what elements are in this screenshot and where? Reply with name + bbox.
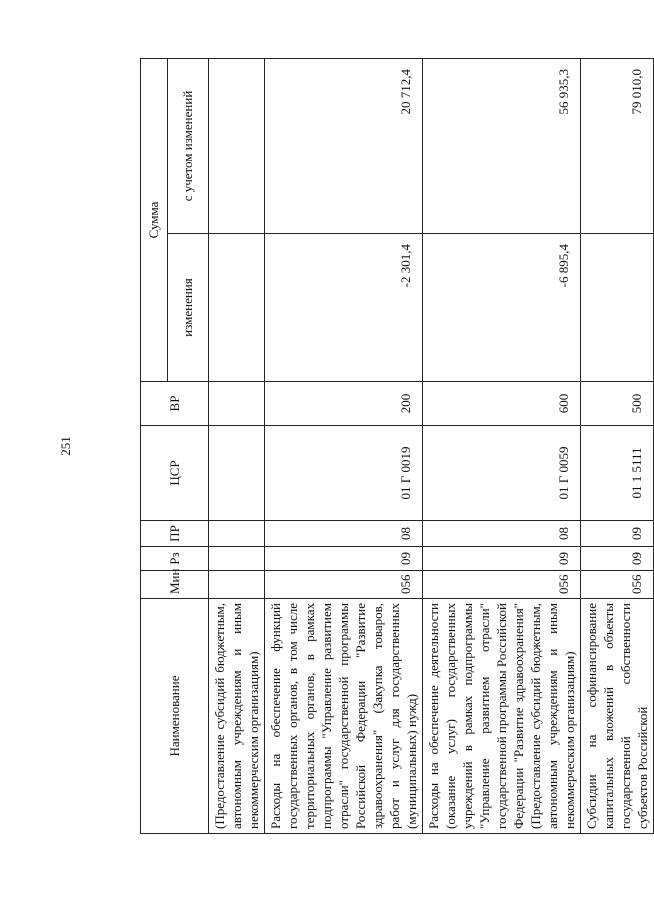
header-change: изменения: [168, 234, 209, 382]
row-min: 056: [581, 571, 654, 599]
row-csr: 01 1 5111: [581, 426, 654, 521]
row-pr: 09: [581, 521, 654, 547]
row-csr: 01 Г 0059: [423, 426, 581, 521]
header-sum: Сумма: [141, 59, 168, 382]
row-vr: [209, 382, 265, 426]
row-name: Субсидии на софинансирование капитальных вложений в объекты государственной собственности субъектов Российской: [581, 599, 654, 834]
header-min: Мин: [141, 571, 209, 599]
row-change: -2 301,4: [265, 234, 423, 382]
row-csr: [209, 426, 265, 521]
header-csr: ЦСР: [141, 426, 209, 521]
row-pr: 08: [265, 521, 423, 547]
row-total: 56 935,3: [423, 59, 581, 234]
row-vr: 200: [265, 382, 423, 426]
row-vr: 500: [581, 382, 654, 426]
row-change: [209, 234, 265, 382]
budget-table: [140, 58, 654, 834]
table-row: [209, 59, 265, 834]
row-change: -6 895,4: [423, 234, 581, 382]
row-pr: 08: [423, 521, 581, 547]
header-rz: Рз: [141, 547, 209, 571]
row-rz: [209, 547, 265, 571]
row-name: Расходы на обеспечение функций государственных органов, в том числе территориальных органов, в рамках подпрограммы "Управление развитием отрасли" государственной программы Российской Федерации "Развитие здравоохранения" (Закупка товаров, работ и услуг для государственных (муниципальных) нужд): [265, 599, 423, 834]
budget-table-sheet: [140, 59, 650, 834]
row-total: 20 712,4: [265, 59, 423, 234]
header-name: Наименование: [141, 599, 209, 834]
table-row: [581, 59, 654, 834]
row-vr: 600: [423, 382, 581, 426]
header-vr: ВР: [141, 382, 209, 426]
row-csr: 01 Г 0019: [265, 426, 423, 521]
row-rz: 09: [423, 547, 581, 571]
row-min: 056: [423, 571, 581, 599]
row-name: (Предоставление субсидий бюджетным, автономным учреждениям и иным некоммерческим организациям): [209, 599, 265, 834]
row-change: [581, 234, 654, 382]
page-number: 251: [58, 436, 73, 456]
row-pr: [209, 521, 265, 547]
row-total: 79 010,0: [581, 59, 654, 234]
table-row: [423, 59, 581, 834]
header-with-change: с учетом изменений: [168, 59, 209, 234]
row-total: [209, 59, 265, 234]
row-min: 056: [265, 571, 423, 599]
row-name: Расходы на обеспечение деятельности (оказание услуг) государственных учреждений в рамках подпрограммы "Управление развитием отрасли" государственной программы Российской Федерации "Развитие здравоохранения" (Предоставление субсидий бюджетным, автономным учреждениям и иным некоммерческим организациям): [423, 599, 581, 834]
row-rz: 09: [265, 547, 423, 571]
header-row-top: [141, 59, 168, 834]
table-row: [265, 59, 423, 834]
header-pr: ПР: [141, 521, 209, 547]
row-min: [209, 571, 265, 599]
row-rz: 09: [581, 547, 654, 571]
